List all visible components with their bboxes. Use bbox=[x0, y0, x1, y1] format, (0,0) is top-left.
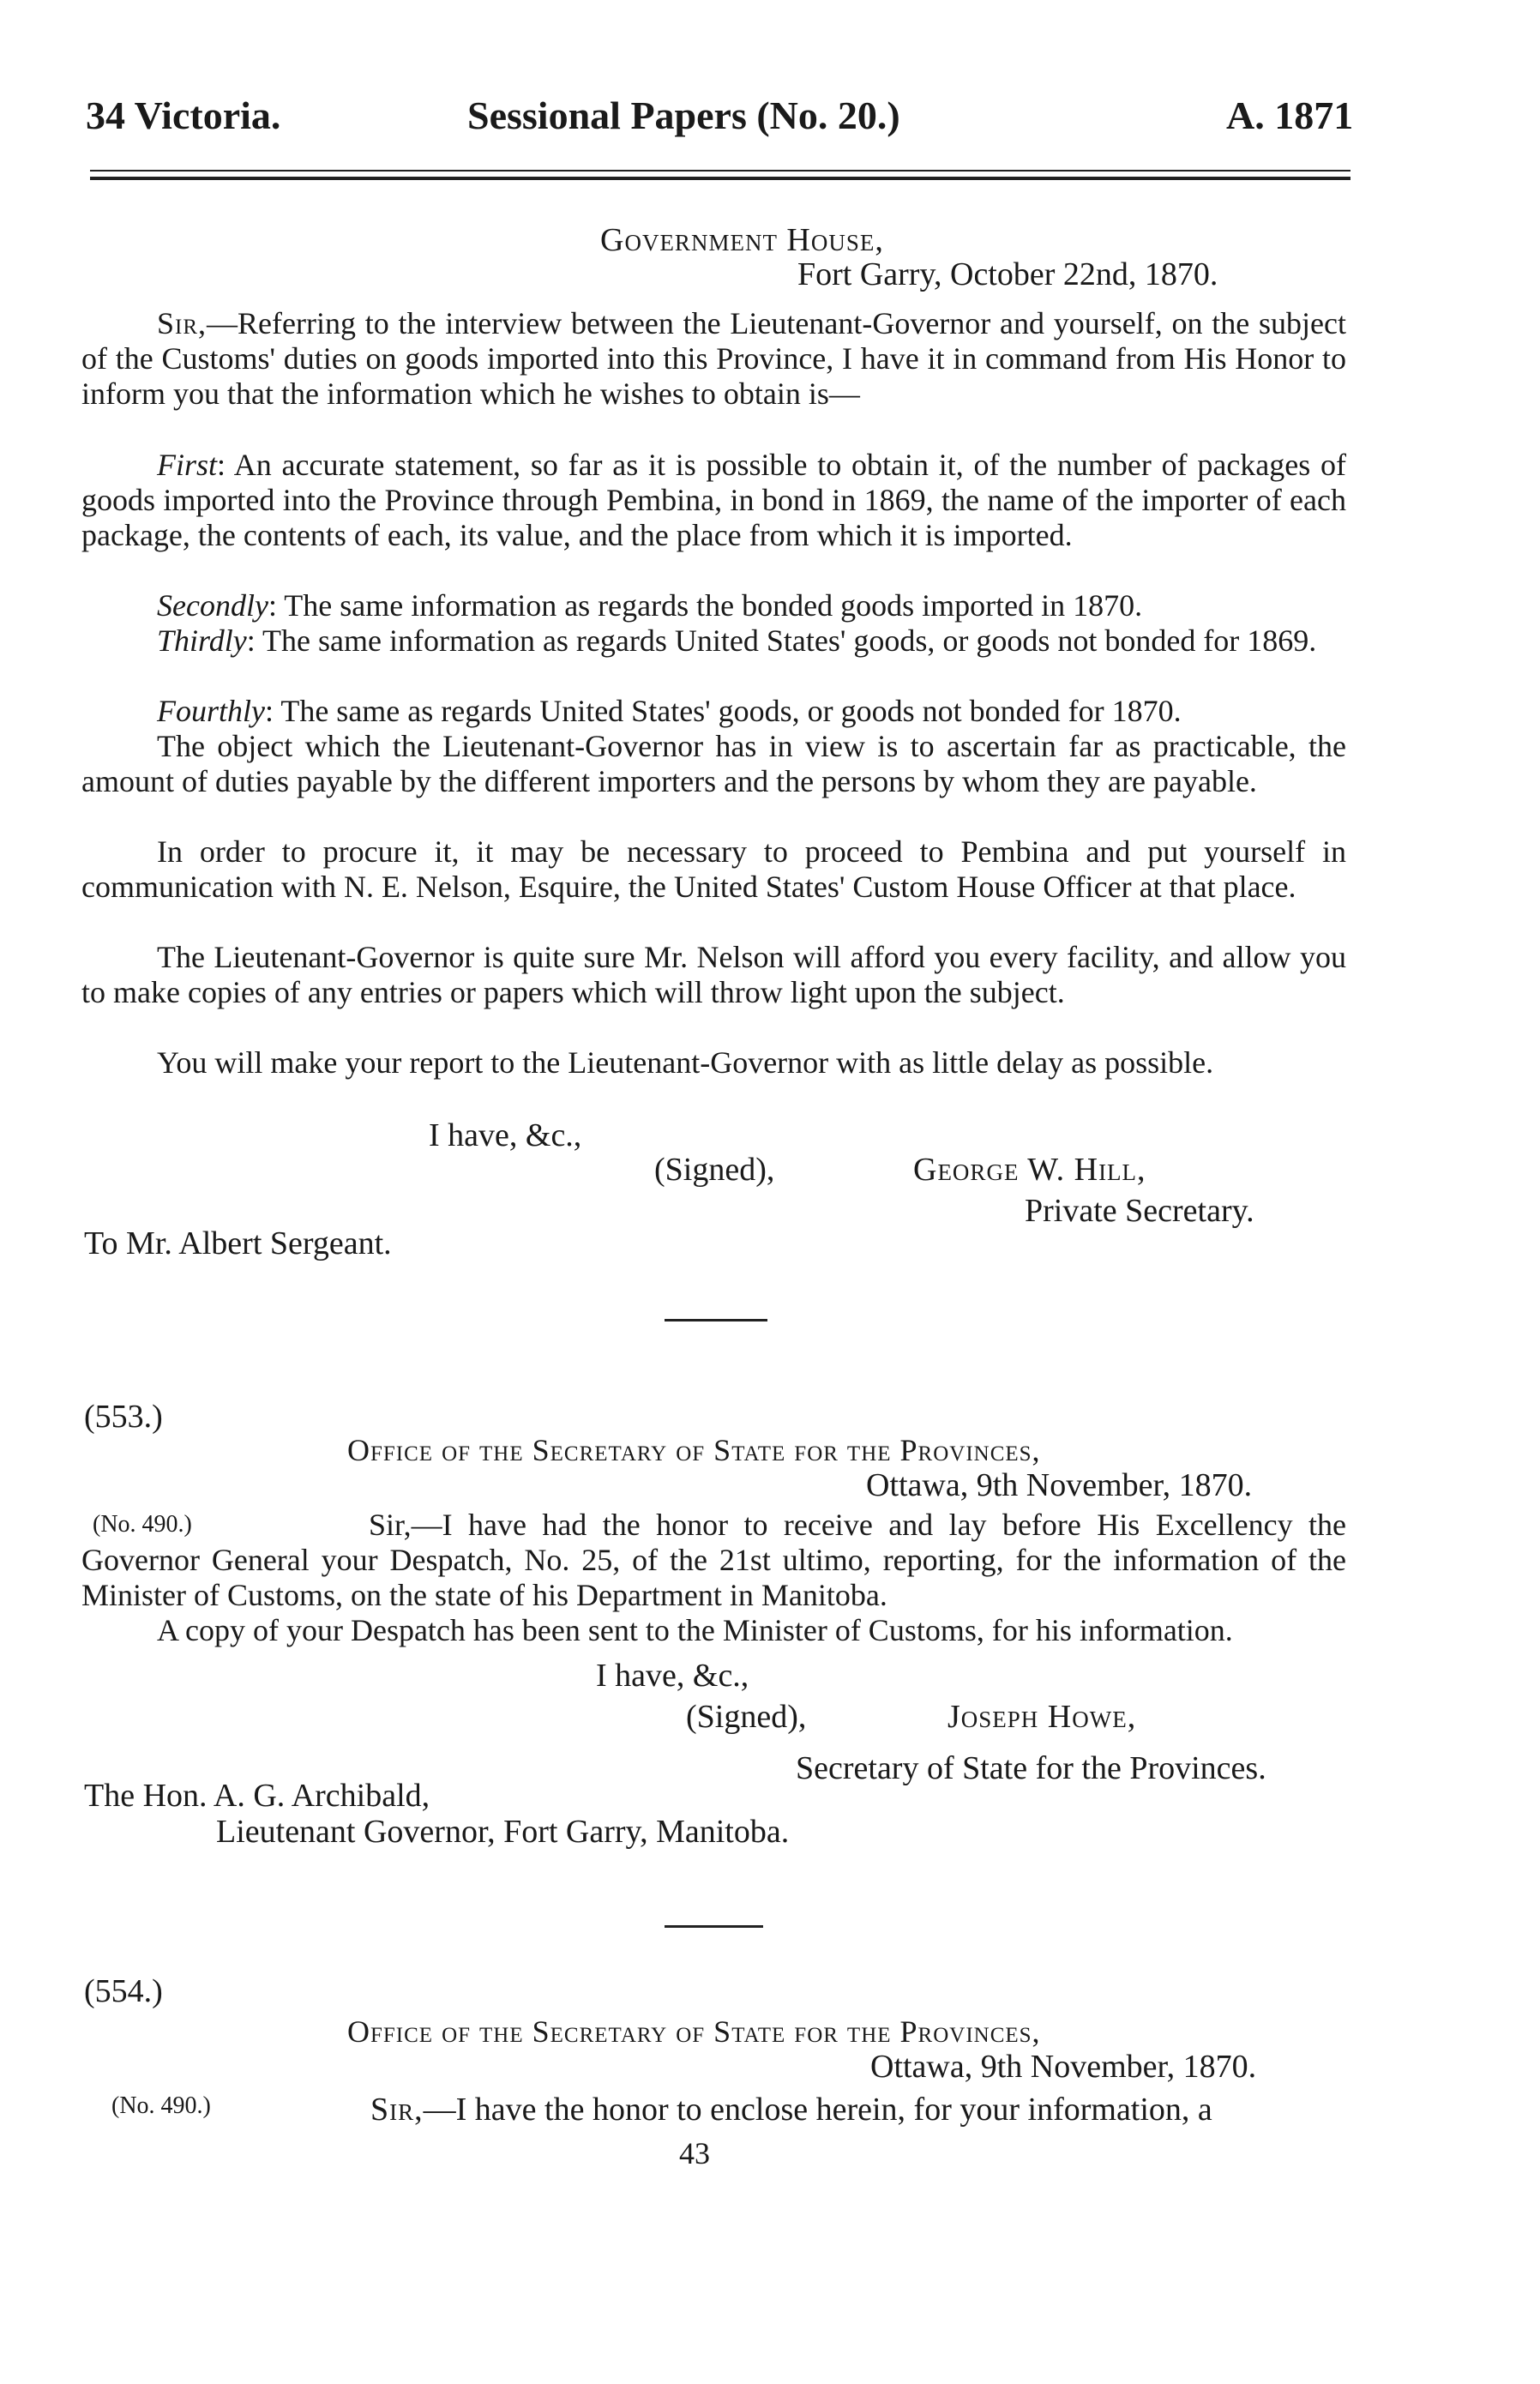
letter1-salutation: Sir, bbox=[157, 306, 208, 340]
letter554-ref: (No. 490.) bbox=[111, 2092, 211, 2119]
letter1-signer-name: George W. Hill, bbox=[913, 1152, 1146, 1188]
letter1-signer-title: Private Secretary. bbox=[1025, 1193, 1254, 1229]
third-label: Thirdly bbox=[157, 623, 247, 658]
letter1-first bbox=[81, 448, 1346, 553]
header-right: A. 1871 bbox=[1226, 93, 1354, 137]
letter1-place-date: Fort Garry, October 22nd, 1870. bbox=[797, 256, 1218, 292]
header-rule-thick bbox=[90, 177, 1351, 180]
section-divider bbox=[665, 1319, 767, 1321]
letter553-signer-title: Secretary of State for the Provinces. bbox=[796, 1750, 1266, 1786]
letter553-ref: (No. 490.) bbox=[93, 1511, 192, 1538]
letter553-p1-text: —I have had the honor to receive and lay before His Excellency the Governor General your Despatch, No. 25, of the 21st ultimo, reporting, for the information of the Minister of Customs, on the state of his Department in Manitoba. bbox=[81, 1508, 1346, 1612]
letter553-signed: (Signed), bbox=[686, 1699, 807, 1735]
letter554-paragraph-1 bbox=[370, 2091, 1212, 2128]
header-rule-thin bbox=[90, 170, 1351, 172]
header-center: Sessional Papers (No. 20.) bbox=[467, 93, 900, 137]
header-left: 34 Victoria. bbox=[86, 93, 281, 137]
section-divider-2 bbox=[665, 1925, 763, 1928]
letter1-third bbox=[81, 623, 1346, 659]
letter554-office: Office of the Secretary of State for the Provinces, bbox=[347, 2014, 1041, 2049]
second-text: : The same information as regards the bonded goods imported in 1870. bbox=[268, 588, 1143, 623]
letter553-addressee-1: The Hon. A. G. Archibald, bbox=[84, 1778, 430, 1814]
third-text: : The same information as regards United States' goods, or goods not bonded for 1869. bbox=[246, 623, 1317, 658]
letter1-fourth bbox=[81, 694, 1346, 729]
letter553-paragraph-2: A copy of your Despatch has been sent to the Minister of Customs, for his information. bbox=[157, 1613, 1233, 1647]
letter1-paragraph-5: You will make your report to the Lieutenant-Governor with as little delay as possible. bbox=[157, 1045, 1214, 1080]
letter1-second bbox=[81, 588, 1346, 623]
letter1-paragraph-2: The object which the Lieutenant-Governor has in view is to ascertain far as practicable, the amount of duties payable by the different importers and the persons by whom they are payable. bbox=[81, 729, 1346, 798]
letter1-addressee: To Mr. Albert Sergeant. bbox=[84, 1225, 392, 1261]
letter553-number: (553.) bbox=[84, 1399, 163, 1435]
fourth-label: Fourthly bbox=[157, 694, 265, 728]
letter553-place-date: Ottawa, 9th November, 1870. bbox=[866, 1467, 1253, 1503]
first-text: : An accurate statement, so far as it is possible to obtain it, of the number of packages of goods imported into the Province through Pembina, in bond in 1869, the name of the importer of each package, the contents of each, its value, and the place from which it is imported. bbox=[81, 448, 1346, 552]
letter554-p1-text: —I have the honor to enclose herein, for your information, a bbox=[423, 2092, 1212, 2128]
letter554-number: (554.) bbox=[84, 1973, 163, 2009]
letter553-addressee-2: Lieutenant Governor, Fort Garry, Manitoba. bbox=[216, 1814, 790, 1850]
letter1-p1-text: —Referring to the interview between the Lieutenant-Governor and yourself, on the subject of the Customs' duties on goods imported into this Province, I have it in command from His Honor to inform you that the information which he wishes to obtain is— bbox=[81, 306, 1346, 411]
letter553-signer-name: Joseph Howe, bbox=[947, 1699, 1137, 1735]
letter1-paragraph-4: The Lieutenant-Governor is quite sure Mr. Nelson will afford you every facility, and allow you to make copies of any entries or papers which will throw light upon the subject. bbox=[81, 940, 1346, 1009]
letter554-place-date: Ottawa, 9th November, 1870. bbox=[870, 2049, 1257, 2085]
letter553-office: Office of the Secretary of State for the Provinces, bbox=[347, 1433, 1041, 1467]
page-number: 43 bbox=[679, 2136, 710, 2170]
letter1-office: Government House, bbox=[600, 222, 884, 258]
second-label: Secondly bbox=[157, 588, 268, 623]
letter553-closing: I have, &c., bbox=[596, 1658, 749, 1694]
letter553-salutation: Sir, bbox=[369, 1508, 412, 1542]
letter554-salutation: Sir, bbox=[370, 2092, 424, 2128]
letter1-closing: I have, &c., bbox=[429, 1117, 582, 1153]
letter1-paragraph-3: In order to procure it, it may be necessary to proceed to Pembina and put yourself in communication with N. E. Nelson, Esquire, the United States' Custom House Officer at that place. bbox=[81, 834, 1346, 904]
letter1-paragraph-1 bbox=[81, 306, 1346, 412]
first-label: First bbox=[157, 448, 218, 482]
fourth-text: : The same as regards United States' goods, or goods not bonded for 1870. bbox=[264, 694, 1182, 728]
letter553-paragraph-1 bbox=[81, 1508, 1346, 1613]
letter1-signed: (Signed), bbox=[654, 1152, 775, 1188]
